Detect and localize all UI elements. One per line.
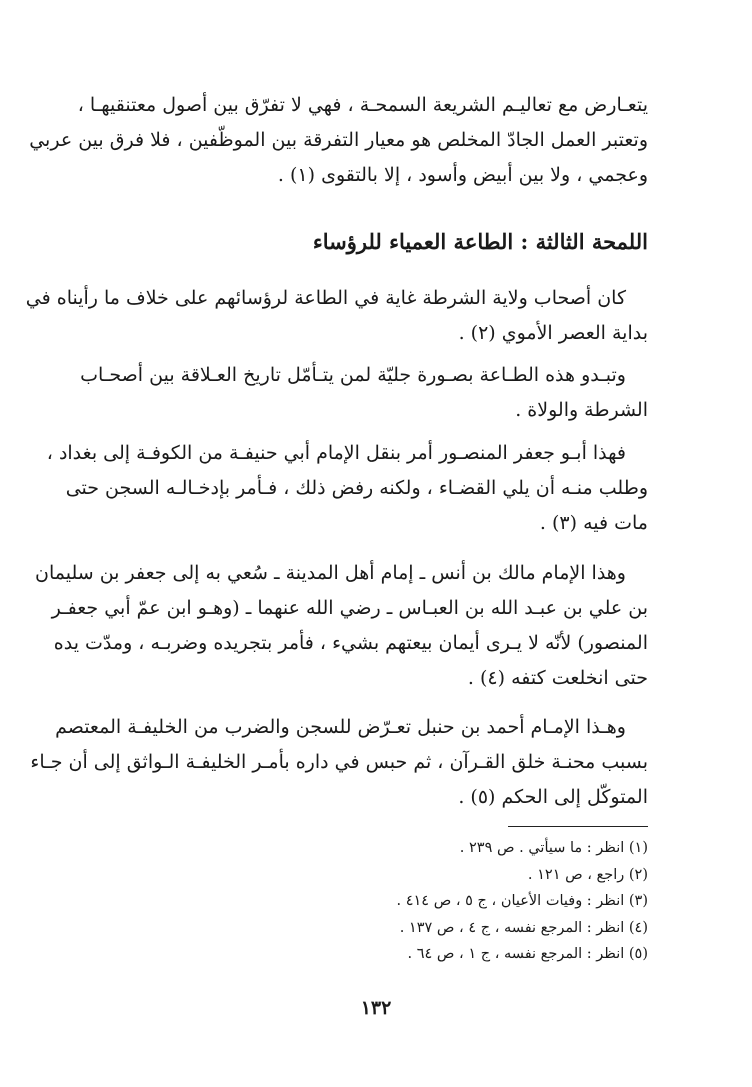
paragraph-4 — [46, 436, 648, 541]
paragraph-2 — [25, 281, 648, 351]
text-line: الشرطة والولاة . — [515, 399, 648, 421]
text-line: حتى انخلعت كتفه (٤) . — [467, 667, 648, 689]
text-line: بسبب محنـة خلق القـرآن ، ثم حبس في داره بأمـر الخليفـة الـواثق إلى أن جـاء — [30, 751, 648, 773]
text-line: وطلب منـه أن يلي القضـاء ، ولكنه رفض ذلك ، فـأمر بإدخـالـه السجن حتى — [65, 477, 648, 499]
paragraph-6 — [30, 710, 648, 815]
section-heading: اللمحة الثالثة : الطاعة العمياء للرؤساء — [312, 229, 648, 254]
text-line: بن علي بن عبـد الله بن العبـاس ـ رضي الله عنهما ـ (وهـو ابن عمّ أبي جعفـر — [51, 597, 648, 619]
text-line: يتعـارض مع تعاليـم الشريعة السمحـة ، فهي لا تفرّق بين أصول معتنقيهـا ، — [77, 94, 648, 116]
page-number: ١٣٢ — [360, 997, 392, 1019]
text-line: وهـذا الإمـام أحمد بن حنبل تعـرّض للسجن والضرب من الخليفـة المعتصم — [55, 716, 626, 738]
text-line: وتعتبر العمل الجادّ المخلص هو معيار التفرقة بين الموظّفين ، فلا فرق بين عربي — [29, 129, 648, 151]
footnote-1: (١) انظر : ما سيأتي . ص ٢٣٩ . — [459, 840, 648, 856]
text-line: فهذا أبـو جعفر المنصـور أمر بنقل الإمام أبي حنيفـة من الكوفـة إلى بغداد ، — [46, 442, 626, 464]
paragraph-3 — [80, 358, 648, 428]
paragraph-1 — [29, 88, 648, 193]
paragraph-5 — [35, 556, 648, 696]
footnote-separator — [508, 826, 648, 827]
footnote-2: (٢) راجع ، ص ١٢١ . — [527, 866, 648, 883]
text-line: كان أصحاب ولاية الشرطة غاية في الطاعة لرؤسائهم على خلاف ما رأيناه في — [25, 287, 626, 309]
footnote-5: (٥) انظر : المرجع نفسه ، ج ١ ، ص ٦٤ . — [407, 946, 648, 962]
text-line: وهذا الإمام مالك بن أنس ـ إمام أهل المدينة ـ سُعي به إلى جعفر بن سليمان — [35, 562, 626, 584]
footnote-4: (٤) انظر : المرجع نفسه ، ج ٤ ، ص ١٣٧ . — [399, 919, 648, 936]
text-line: وتبـدو هذه الطـاعة بصـورة جليّة لمن يتـأمّل تاريخ العـلاقة بين أصحـاب — [80, 364, 626, 386]
text-line: بداية العصر الأموي (٢) . — [458, 322, 648, 344]
text-line: المنصور) لأنّه لا يـرى أيمان بيعتهم بشيء ، فأمر بتجريده وضربـه ، ومدّت يده — [53, 632, 648, 654]
text-line: المتوكّل إلى الحكم (٥) . — [458, 786, 648, 808]
text-line: مات فيه (٣) . — [539, 512, 648, 534]
text-line: وعجمي ، ولا بين أبيض وأسود ، إلا بالتقوى (١) . — [277, 164, 648, 186]
footnotes — [104, 835, 648, 968]
footnote-3: (٣) انظر : وفيات الأعيان ، ج ٥ ، ص ٤١٤ . — [396, 893, 648, 909]
